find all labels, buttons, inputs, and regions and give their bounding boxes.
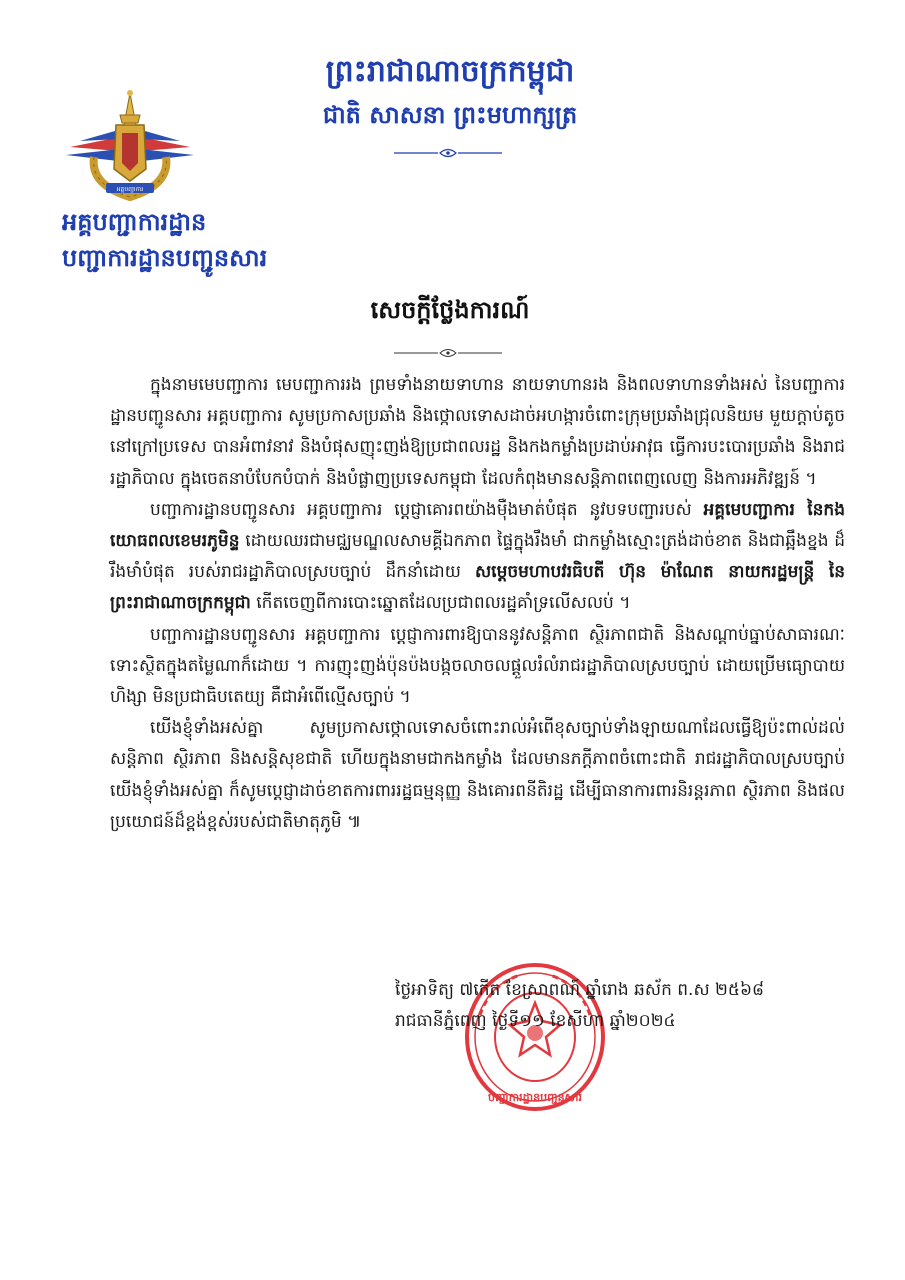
organization-block bbox=[62, 204, 267, 276]
statement-body bbox=[110, 370, 845, 838]
paragraph-2-text-c: ដោយឈរជាមជ្ឈមណ្ឌលសាមគ្គីឯកភាព ផ្ទៃក្នុងរឹងមាំ ជាកម្លាំងស្មោះត្រង់ដាច់ខាត និងជាឆ្អឹងខ្នង ដ៏រឹងមាំបំផុត របស់រាជរដ្ឋាភិបាលស្របច្បាប់ ដឹកនាំដោយ bbox=[110, 531, 845, 583]
header-ornament bbox=[392, 146, 504, 160]
paragraph-2-text-a: បញ្ជាការដ្ឋានបញ្ជូនសារ អគ្គបញ្ជាការ ប្តេជ្ញាគោរពយ៉ាងម៉ឺងមាត់បំផុត នូវបទបញ្ជារបស់ bbox=[150, 499, 692, 520]
emblem-ribbon-text: អគ្គបញ្ជាការ bbox=[116, 186, 144, 193]
kingdom-header bbox=[250, 50, 650, 134]
place-and-date: រាជធានីភ្នំពេញ ថ្ងៃទី១១ ខែសីហា ឆ្នាំ២០២៤ bbox=[395, 1011, 676, 1031]
organization-name: អគ្គបញ្ជាការដ្ឋាន bbox=[62, 208, 207, 236]
commander-title: អគ្គមេបញ្ជាការ នៃកងយោធពលខេមរភូមិន្ទ bbox=[110, 499, 845, 552]
military-emblem-logo bbox=[60, 85, 200, 205]
kingdom-title: ព្រះរាជាណាចក្រកម្ពុជា bbox=[325, 54, 575, 89]
paragraph-2-text-e: កើតចេញពីការបោះឆ្នោតដែលប្រជាពលរដ្ឋគាំទ្រលើសលប់ ។ bbox=[256, 593, 631, 614]
seal-text: បញ្ជាការដ្ឋានបញ្ជូនសារ bbox=[487, 1091, 583, 1104]
date-block bbox=[395, 975, 835, 1037]
paragraph-1: ក្នុងនាមមេបញ្ជាការ មេបញ្ជាការរង ព្រមទាំងនាយទាហាន នាយទាហានរង និងពលទាហានទាំងអស់ នៃបញ្ជាការដ្ឋានបញ្ជូនសារ អគ្គបញ្ជាការ សូមប្រកាសប្រឆាំង និងថ្កោលទោសដាច់អហង្ការចំពោះក្រុមប្រឆាំងជ្រុលនិយម មួយក្តាប់តូចនៅក្រៅប្រទេស បានអំពាវនាវ និងបំផុសញុះញង់ឱ្យប្រជាពលរដ្ឋ និងកងកម្លាំងប្រដាប់អាវុធ ធ្វើការបះបោរប្រឆាំង និងរាជរដ្ឋាភិបាល ក្នុងចេតនាបំបែកបំបាក់ និងបំផ្លាញប្រទេសកម្ពុជា ដែលកំពុងមានសន្តិភាពពេញលេញ និងការអភិវឌ្ឍន៍ ។ bbox=[110, 375, 845, 489]
paragraph-2 bbox=[110, 495, 845, 620]
paragraph-4: យើងខ្ញុំទាំងអស់គ្នា សូមប្រកាសថ្កោលទោសចំពោះរាល់អំពើខុសច្បាប់ទាំងឡាយណាដែលធ្វើឱ្យប៉ះពាល់ដល់សន្តិភាព ស្ថិរភាព និងសន្តិសុខជាតិ ហើយក្នុងនាមជាកងកម្លាំង ដែលមានភក្តីភាពចំពោះជាតិ រាជរដ្ឋាភិបាលស្របច្បាប់ យើងខ្ញុំទាំងអស់គ្នា ក៏សូមប្តេជ្ញាដាច់ខាតការពាររដ្ឋធម្មនុញ្ញ និងគោរពនីតិរដ្ឋ ដើម្បីធានាការពារនិរន្តរភាព ស្ថិរភាព និងផលប្រយោជន៍ដ៏ខ្ពង់ខ្ពស់របស់ជាតិមាតុភូមិ ៕ bbox=[110, 718, 845, 832]
lunar-date: ថ្ងៃអាទិត្យ ៧កើត ខែស្រាពណ៍ ឆ្នាំរោង ឆស័ក ព.ស ២៥៦៨ bbox=[395, 980, 765, 1000]
title-ornament bbox=[392, 346, 504, 360]
department-name: បញ្ជាការដ្ឋានបញ្ជូនសារ bbox=[62, 244, 268, 272]
national-motto: ជាតិ សាសនា ព្រះមហាក្សត្រ bbox=[322, 101, 578, 129]
paragraph-3: បញ្ជាការដ្ឋានបញ្ជូនសារ អគ្គបញ្ជាការ ប្តេជ្ញាការពារឱ្យបាននូវសន្តិភាព ស្ថិរភាពជាតិ និងសណ្តាប់ធ្នាប់សាធារណៈ ទោះស្ថិតក្នុងតម្លៃណាក៏ដោយ ។ ការញុះញង់ប៉ុនប៉ងបង្កចលាចលផ្តួលរំលំរាជរដ្ឋាភិបាលស្របច្បាប់ ដោយប្រើមធ្យោបាយហិង្សា មិនប្រជាធិបតេយ្យ គឺជាអំពើល្មើសច្បាប់ ។ bbox=[110, 624, 845, 708]
prime-minister-title: សម្តេចមហាបវរធិបតី ហ៊ុន ម៉ាណែត នាយករដ្ឋមន្ត្រី នៃព្រះរាជាណាចក្រកម្ពុជា bbox=[110, 562, 846, 614]
document-title: សេចក្តីថ្លែងការណ៍ bbox=[370, 296, 530, 324]
